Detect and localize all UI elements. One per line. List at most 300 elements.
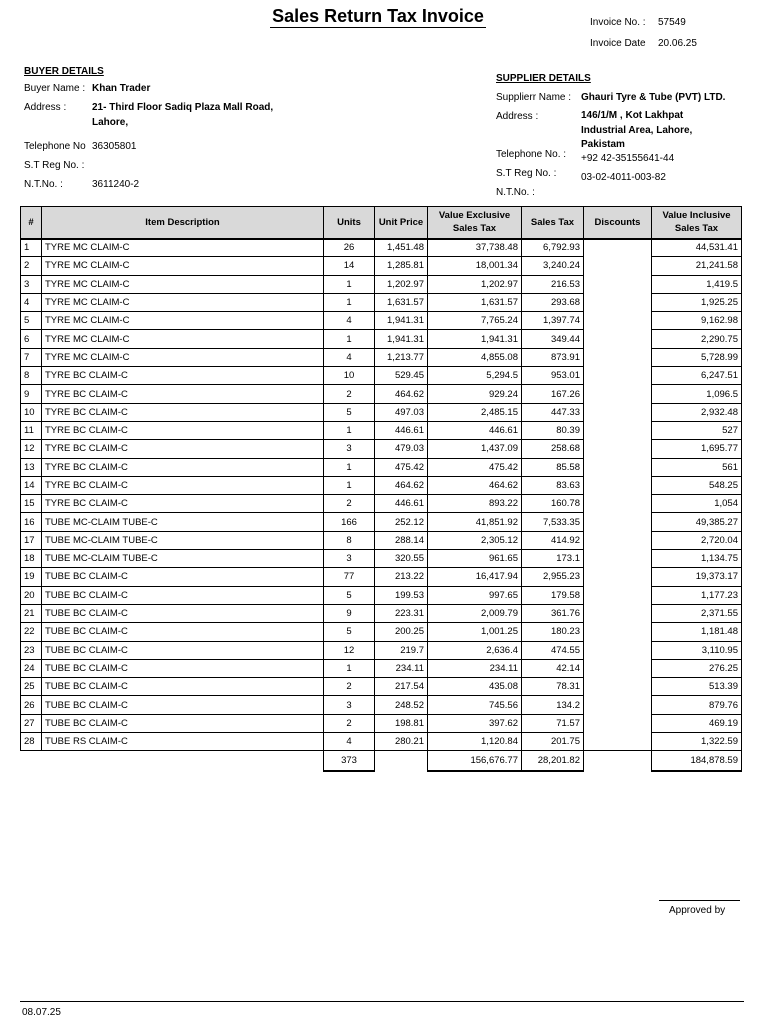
table-row [21, 495, 742, 513]
cell-description: TYRE MC CLAIM-C [42, 348, 324, 366]
cell-value-incl: 1,096.5 [652, 385, 742, 403]
cell-value-incl: 1,134.75 [652, 550, 742, 568]
cell-value-excl: 1,001.25 [428, 623, 522, 641]
cell-unit-price: 248.52 [375, 696, 428, 714]
cell-value-incl: 1,322.59 [652, 733, 742, 751]
cell-description: TUBE MC-CLAIM TUBE-C [42, 513, 324, 531]
cell-units: 2 [324, 678, 375, 696]
cell-units: 14 [324, 257, 375, 275]
cell-value-excl: 745.56 [428, 696, 522, 714]
cell-discount [584, 348, 652, 366]
total-value-excl: 156,676.77 [428, 751, 522, 771]
cell-value-incl: 6,247.51 [652, 367, 742, 385]
table-row [21, 568, 742, 586]
cell-description: TUBE BC CLAIM-C [42, 696, 324, 714]
cell-units: 2 [324, 714, 375, 732]
cell-unit-price: 320.55 [375, 550, 428, 568]
col-header-value-excl: Value Exclusive Sales Tax [428, 207, 522, 239]
cell-units: 4 [324, 733, 375, 751]
cell-value-excl: 997.65 [428, 586, 522, 604]
table-row [21, 348, 742, 366]
cell-index: 11 [21, 421, 42, 439]
supplier-address-line1: 146/1/M , Kot Lakhpat [581, 110, 684, 121]
supplier-address-line2: Industrial Area, Lahore, [581, 125, 693, 136]
cell-description: TYRE BC CLAIM-C [42, 367, 324, 385]
table-row [21, 550, 742, 568]
cell-discount [584, 714, 652, 732]
cell-discount [584, 623, 652, 641]
cell-value-excl: 234.11 [428, 659, 522, 677]
supplier-address-label: Address : [496, 111, 539, 122]
cell-value-incl: 44,531.41 [652, 239, 742, 257]
cell-value-incl: 1,181.48 [652, 623, 742, 641]
cell-value-incl: 21,241.58 [652, 257, 742, 275]
cell-units: 1 [324, 421, 375, 439]
cell-index: 16 [21, 513, 42, 531]
cell-sales-tax: 447.33 [522, 403, 584, 421]
cell-value-excl: 2,009.79 [428, 604, 522, 622]
cell-units: 1 [324, 275, 375, 293]
cell-units: 1 [324, 476, 375, 494]
cell-index: 12 [21, 440, 42, 458]
table-row [21, 385, 742, 403]
table-row [21, 659, 742, 677]
cell-index: 4 [21, 293, 42, 311]
cell-value-incl: 3,110.95 [652, 641, 742, 659]
cell-value-incl: 548.25 [652, 476, 742, 494]
cell-value-incl: 5,728.99 [652, 348, 742, 366]
cell-description: TYRE BC CLAIM-C [42, 458, 324, 476]
totals-blank [42, 751, 324, 771]
supplier-ntn-label: N.T.No. : [496, 187, 535, 198]
cell-discount [584, 385, 652, 403]
cell-description: TYRE MC CLAIM-C [42, 275, 324, 293]
table-row [21, 623, 742, 641]
cell-value-excl: 446.61 [428, 421, 522, 439]
cell-value-incl: 1,925.25 [652, 293, 742, 311]
cell-units: 2 [324, 495, 375, 513]
cell-units: 1 [324, 293, 375, 311]
supplier-name-label: Supplierr Name : [496, 92, 572, 103]
cell-index: 15 [21, 495, 42, 513]
footer-date: 08.07.25 [22, 1007, 61, 1018]
cell-discount [584, 733, 652, 751]
buyer-name-label: Buyer Name : [24, 83, 86, 94]
cell-units: 3 [324, 440, 375, 458]
cell-sales-tax: 134.2 [522, 696, 584, 714]
cell-value-incl: 19,373.17 [652, 568, 742, 586]
cell-value-incl: 2,932.48 [652, 403, 742, 421]
cell-discount [584, 257, 652, 275]
cell-value-excl: 464.62 [428, 476, 522, 494]
totals-blank [21, 751, 42, 771]
totals-row [21, 751, 742, 771]
cell-units: 5 [324, 586, 375, 604]
cell-unit-price: 1,451.48 [375, 239, 428, 257]
cell-sales-tax: 2,955.23 [522, 568, 584, 586]
cell-units: 5 [324, 623, 375, 641]
cell-unit-price: 446.61 [375, 495, 428, 513]
cell-value-incl: 513.39 [652, 678, 742, 696]
cell-discount [584, 678, 652, 696]
cell-index: 1 [21, 239, 42, 257]
cell-units: 12 [324, 641, 375, 659]
cell-value-incl: 879.76 [652, 696, 742, 714]
cell-sales-tax: 7,533.35 [522, 513, 584, 531]
cell-discount [584, 641, 652, 659]
cell-discount [584, 531, 652, 549]
footer-rule [20, 1001, 744, 1002]
cell-sales-tax: 293.68 [522, 293, 584, 311]
cell-value-excl: 1,941.31 [428, 330, 522, 348]
cell-description: TYRE BC CLAIM-C [42, 421, 324, 439]
cell-description: TUBE BC CLAIM-C [42, 568, 324, 586]
supplier-address-line3: Pakistam [581, 139, 625, 150]
cell-discount [584, 312, 652, 330]
cell-units: 166 [324, 513, 375, 531]
col-header-units: Units [324, 207, 375, 239]
cell-unit-price: 1,285.81 [375, 257, 428, 275]
cell-sales-tax: 873.91 [522, 348, 584, 366]
table-row [21, 513, 742, 531]
buyer-address-line1: 21- Third Floor Sadiq Plaza Mall Road, [92, 102, 274, 113]
cell-index: 22 [21, 623, 42, 641]
total-value-incl: 184,878.59 [652, 751, 742, 771]
cell-discount [584, 440, 652, 458]
buyer-st-reg-label: S.T Reg No. : [24, 160, 85, 171]
cell-sales-tax: 349.44 [522, 330, 584, 348]
table-row [21, 696, 742, 714]
cell-index: 9 [21, 385, 42, 403]
buyer-phone: 36305801 [92, 141, 137, 152]
cell-sales-tax: 953.01 [522, 367, 584, 385]
cell-index: 2 [21, 257, 42, 275]
cell-value-excl: 16,417.94 [428, 568, 522, 586]
cell-description: TYRE MC CLAIM-C [42, 330, 324, 348]
table-row [21, 440, 742, 458]
cell-description: TUBE BC CLAIM-C [42, 641, 324, 659]
cell-sales-tax: 1,397.74 [522, 312, 584, 330]
cell-value-excl: 5,294.5 [428, 367, 522, 385]
cell-value-excl: 1,202.97 [428, 275, 522, 293]
cell-index: 23 [21, 641, 42, 659]
cell-value-excl: 961.65 [428, 550, 522, 568]
col-header-value-incl: Value Inclusive Sales Tax [652, 207, 742, 239]
table-row [21, 733, 742, 751]
supplier-st-reg: 03-02-4011-003-82 [581, 172, 666, 183]
cell-units: 3 [324, 550, 375, 568]
cell-sales-tax: 361.76 [522, 604, 584, 622]
table-row [21, 367, 742, 385]
cell-description: TUBE BC CLAIM-C [42, 659, 324, 677]
cell-units: 26 [324, 239, 375, 257]
cell-description: TUBE MC-CLAIM TUBE-C [42, 550, 324, 568]
total-sales-tax: 28,201.82 [522, 751, 584, 771]
cell-value-excl: 397.62 [428, 714, 522, 732]
cell-index: 14 [21, 476, 42, 494]
invoice-title: Sales Return Tax Invoice [270, 5, 486, 28]
col-header-unit-price: Unit Price [375, 207, 428, 239]
cell-description: TYRE MC CLAIM-C [42, 239, 324, 257]
cell-value-excl: 41,851.92 [428, 513, 522, 531]
cell-units: 4 [324, 312, 375, 330]
cell-unit-price: 1,202.97 [375, 275, 428, 293]
cell-discount [584, 568, 652, 586]
cell-units: 9 [324, 604, 375, 622]
cell-discount [584, 586, 652, 604]
cell-unit-price: 529.45 [375, 367, 428, 385]
buyer-address-line2: Lahore, [92, 117, 129, 128]
total-units: 373 [324, 751, 375, 771]
table-row [21, 257, 742, 275]
cell-unit-price: 223.31 [375, 604, 428, 622]
cell-unit-price: 217.54 [375, 678, 428, 696]
cell-index: 27 [21, 714, 42, 732]
cell-value-excl: 2,305.12 [428, 531, 522, 549]
cell-index: 13 [21, 458, 42, 476]
cell-unit-price: 1,213.77 [375, 348, 428, 366]
buyer-ntn: 3611240-2 [92, 179, 140, 190]
cell-index: 6 [21, 330, 42, 348]
invoice-no: 57549 [658, 17, 686, 28]
buyer-heading: BUYER DETAILS [24, 66, 104, 77]
cell-sales-tax: 83.63 [522, 476, 584, 494]
cell-value-incl: 2,290.75 [652, 330, 742, 348]
buyer-phone-label: Telephone No [24, 141, 86, 152]
cell-index: 20 [21, 586, 42, 604]
cell-unit-price: 280.21 [375, 733, 428, 751]
cell-unit-price: 213.22 [375, 568, 428, 586]
cell-units: 2 [324, 385, 375, 403]
cell-unit-price: 200.25 [375, 623, 428, 641]
cell-value-excl: 929.24 [428, 385, 522, 403]
cell-description: TYRE BC CLAIM-C [42, 476, 324, 494]
table-row [21, 476, 742, 494]
cell-discount [584, 550, 652, 568]
cell-value-excl: 7,765.24 [428, 312, 522, 330]
cell-description: TYRE BC CLAIM-C [42, 385, 324, 403]
cell-sales-tax: 80.39 [522, 421, 584, 439]
cell-description: TYRE MC CLAIM-C [42, 293, 324, 311]
cell-discount [584, 696, 652, 714]
cell-value-incl: 2,371.55 [652, 604, 742, 622]
cell-sales-tax: 179.58 [522, 586, 584, 604]
cell-description: TUBE BC CLAIM-C [42, 714, 324, 732]
cell-units: 77 [324, 568, 375, 586]
cell-discount [584, 604, 652, 622]
cell-description: TYRE BC CLAIM-C [42, 495, 324, 513]
table-row [21, 714, 742, 732]
cell-description: TYRE BC CLAIM-C [42, 440, 324, 458]
cell-sales-tax: 414.92 [522, 531, 584, 549]
cell-value-incl: 1,054 [652, 495, 742, 513]
cell-index: 26 [21, 696, 42, 714]
cell-units: 8 [324, 531, 375, 549]
cell-sales-tax: 42.14 [522, 659, 584, 677]
cell-discount [584, 239, 652, 257]
cell-unit-price: 475.42 [375, 458, 428, 476]
cell-unit-price: 497.03 [375, 403, 428, 421]
totals-blank [584, 751, 652, 771]
cell-value-incl: 276.25 [652, 659, 742, 677]
cell-index: 28 [21, 733, 42, 751]
table-row [21, 403, 742, 421]
cell-description: TYRE MC CLAIM-C [42, 312, 324, 330]
buyer-address-label: Address : [24, 102, 67, 113]
cell-unit-price: 446.61 [375, 421, 428, 439]
cell-discount [584, 293, 652, 311]
cell-discount [584, 403, 652, 421]
cell-unit-price: 252.12 [375, 513, 428, 531]
cell-value-excl: 475.42 [428, 458, 522, 476]
cell-value-incl: 1,695.77 [652, 440, 742, 458]
cell-units: 5 [324, 403, 375, 421]
col-header-description: Item Description [42, 207, 324, 239]
supplier-heading: SUPPLIER DETAILS [496, 73, 591, 84]
cell-index: 19 [21, 568, 42, 586]
cell-sales-tax: 3,240.24 [522, 257, 584, 275]
cell-description: TUBE BC CLAIM-C [42, 586, 324, 604]
cell-sales-tax: 160.78 [522, 495, 584, 513]
cell-value-incl: 1,419.5 [652, 275, 742, 293]
cell-value-incl: 2,720.04 [652, 531, 742, 549]
table-row [21, 312, 742, 330]
cell-sales-tax: 167.26 [522, 385, 584, 403]
cell-sales-tax: 85.58 [522, 458, 584, 476]
cell-unit-price: 464.62 [375, 476, 428, 494]
cell-sales-tax: 474.55 [522, 641, 584, 659]
supplier-phone-label: Telephone No. : [496, 149, 567, 160]
cell-index: 7 [21, 348, 42, 366]
table-row [21, 421, 742, 439]
table-row [21, 531, 742, 549]
cell-discount [584, 275, 652, 293]
cell-description: TUBE BC CLAIM-C [42, 623, 324, 641]
cell-index: 18 [21, 550, 42, 568]
supplier-phone: +92 42-35155641-44 [581, 153, 675, 164]
cell-unit-price: 219.7 [375, 641, 428, 659]
cell-description: TUBE MC-CLAIM TUBE-C [42, 531, 324, 549]
totals-blank [375, 751, 428, 771]
cell-discount [584, 659, 652, 677]
cell-sales-tax: 78.31 [522, 678, 584, 696]
cell-discount [584, 367, 652, 385]
cell-description: TUBE RS CLAIM-C [42, 733, 324, 751]
supplier-st-reg-label: S.T Reg No. : [496, 168, 557, 179]
cell-description: TUBE BC CLAIM-C [42, 678, 324, 696]
cell-sales-tax: 216.53 [522, 275, 584, 293]
cell-sales-tax: 180.23 [522, 623, 584, 641]
cell-value-excl: 37,738.48 [428, 239, 522, 257]
table-row [21, 239, 742, 257]
cell-value-excl: 2,636.4 [428, 641, 522, 659]
cell-discount [584, 476, 652, 494]
cell-discount [584, 458, 652, 476]
cell-value-incl: 9,162.98 [652, 312, 742, 330]
cell-unit-price: 198.81 [375, 714, 428, 732]
cell-unit-price: 1,631.57 [375, 293, 428, 311]
supplier-name: Ghauri Tyre & Tube (PVT) LTD. [581, 92, 726, 103]
approved-by-label: Approved by [669, 905, 726, 916]
cell-value-incl: 561 [652, 458, 742, 476]
buyer-ntn-label: N.T.No. : [24, 179, 63, 190]
cell-value-incl: 527 [652, 421, 742, 439]
cell-units: 4 [324, 348, 375, 366]
cell-index: 5 [21, 312, 42, 330]
cell-units: 1 [324, 330, 375, 348]
cell-index: 24 [21, 659, 42, 677]
cell-sales-tax: 258.68 [522, 440, 584, 458]
items-table [20, 206, 742, 772]
cell-unit-price: 288.14 [375, 531, 428, 549]
approval-line [659, 900, 740, 901]
cell-value-incl: 469.19 [652, 714, 742, 732]
cell-value-excl: 1,631.57 [428, 293, 522, 311]
cell-discount [584, 513, 652, 531]
cell-index: 8 [21, 367, 42, 385]
table-row [21, 458, 742, 476]
table-row [21, 604, 742, 622]
cell-discount [584, 330, 652, 348]
cell-value-excl: 435.08 [428, 678, 522, 696]
cell-sales-tax: 71.57 [522, 714, 584, 732]
table-row [21, 293, 742, 311]
table-row [21, 641, 742, 659]
cell-sales-tax: 173.1 [522, 550, 584, 568]
cell-unit-price: 479.03 [375, 440, 428, 458]
cell-description: TYRE BC CLAIM-C [42, 403, 324, 421]
cell-unit-price: 1,941.31 [375, 330, 428, 348]
cell-description: TYRE MC CLAIM-C [42, 257, 324, 275]
cell-value-excl: 2,485.15 [428, 403, 522, 421]
cell-index: 21 [21, 604, 42, 622]
cell-value-excl: 4,855.08 [428, 348, 522, 366]
cell-units: 3 [324, 696, 375, 714]
cell-value-excl: 1,120.84 [428, 733, 522, 751]
invoice-date: 20.06.25 [658, 38, 697, 49]
buyer-name: Khan Trader [92, 83, 151, 94]
cell-sales-tax: 6,792.93 [522, 239, 584, 257]
cell-value-incl: 49,385.27 [652, 513, 742, 531]
invoice-date-label: Invoice Date [590, 38, 646, 49]
table-header-row [21, 207, 742, 239]
cell-unit-price: 199.53 [375, 586, 428, 604]
invoice-no-label: Invoice No. : [590, 17, 646, 28]
cell-unit-price: 234.11 [375, 659, 428, 677]
cell-sales-tax: 201.75 [522, 733, 584, 751]
cell-index: 17 [21, 531, 42, 549]
cell-description: TUBE BC CLAIM-C [42, 604, 324, 622]
cell-index: 3 [21, 275, 42, 293]
table-row [21, 586, 742, 604]
cell-discount [584, 421, 652, 439]
cell-units: 10 [324, 367, 375, 385]
cell-unit-price: 464.62 [375, 385, 428, 403]
cell-value-excl: 1,437.09 [428, 440, 522, 458]
cell-units: 1 [324, 659, 375, 677]
col-header-index: # [21, 207, 42, 239]
cell-index: 10 [21, 403, 42, 421]
cell-units: 1 [324, 458, 375, 476]
col-header-sales-tax: Sales Tax [522, 207, 584, 239]
table-row [21, 330, 742, 348]
cell-unit-price: 1,941.31 [375, 312, 428, 330]
cell-value-excl: 893.22 [428, 495, 522, 513]
col-header-discounts: Discounts [584, 207, 652, 239]
cell-index: 25 [21, 678, 42, 696]
cell-value-incl: 1,177.23 [652, 586, 742, 604]
table-row [21, 275, 742, 293]
